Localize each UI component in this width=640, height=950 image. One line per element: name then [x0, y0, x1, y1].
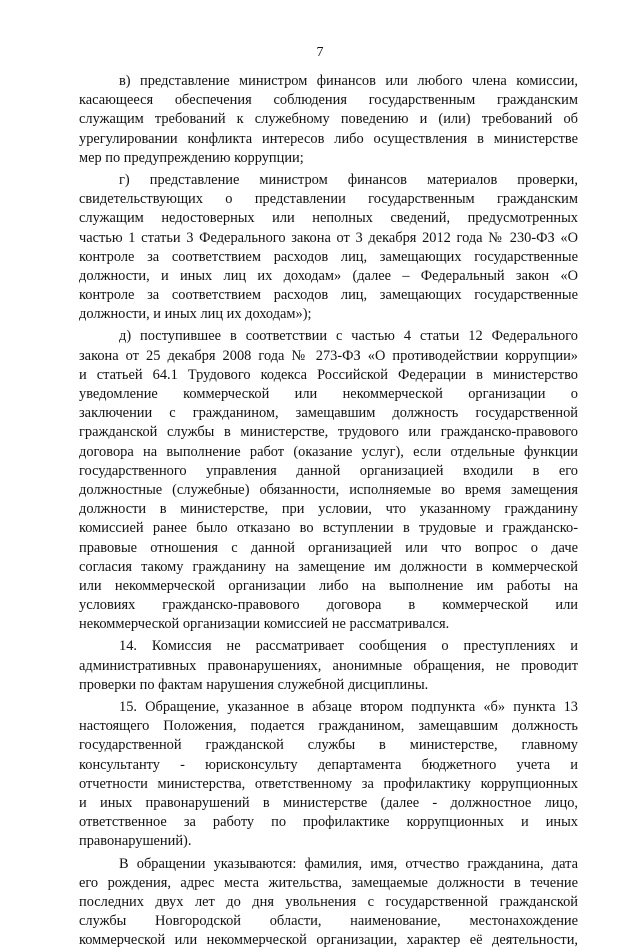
paragraph — [79, 637, 578, 695]
text-line: комиссией ранее было отказано во вступлении в трудовые и гражданско- — [79, 519, 578, 538]
text-line: должности, и иных лиц их доходам»); — [79, 305, 578, 324]
text-line: и иных правонарушений в министерстве (далее - должностное лицо, — [79, 794, 578, 813]
text-line: или некоммерческой организации либо на выполнение им работы на — [79, 577, 578, 596]
text-line: 14. Комиссия не рассматривает сообщения о преступлениях и — [79, 637, 578, 656]
text-line: служащим требований к служебному поведению и (или) требований об — [79, 110, 578, 129]
text-line: коммерческой или некоммерческой организации, характер её деятельности, — [79, 931, 578, 950]
text-line: 15. Обращение, указанное в абзаце втором подпункта «б» пункта 13 — [79, 698, 578, 717]
document-body — [79, 72, 578, 950]
text-line: урегулировании конфликта интересов либо осуществления в министерстве — [79, 130, 578, 149]
text-line: правовые отношения с данной организацией или что вопрос о даче — [79, 539, 578, 558]
text-line: ответственное за работу по профилактике коррупционных и иных — [79, 813, 578, 832]
text-line: свидетельствующих о представлении государственным гражданским — [79, 190, 578, 209]
text-line: и статьей 64.1 Трудового кодекса Российской Федерации в министерство — [79, 366, 578, 385]
text-line: государственной гражданской службы в министерстве, главному — [79, 736, 578, 755]
text-line: правонарушений). — [79, 832, 578, 851]
text-line: д) поступившее в соответствии с частью 4 статьи 12 Федерального — [79, 327, 578, 346]
text-line: гражданской службы в министерстве, трудового или гражданско-правового — [79, 423, 578, 442]
text-line: условиях гражданско-правового договора в коммерческой или — [79, 596, 578, 615]
text-line: проверки по фактам нарушения служебной дисциплины. — [79, 676, 578, 695]
text-line: отчетности министерства, ответственному за профилактику коррупционных — [79, 775, 578, 794]
text-line: его рождения, адрес места жительства, замещаемые должности в течение — [79, 874, 578, 893]
text-line: консультанту - юрисконсульту департамента бюджетного учета и — [79, 756, 578, 775]
text-line: настоящего Положения, подается гражданином, замещавшим должность — [79, 717, 578, 736]
text-line: частью 1 статьи 3 Федерального закона от 3 декабря 2012 года № 230-ФЗ «О — [79, 229, 578, 248]
text-line: должностные (служебные) обязанности, исполняемые во время замещения — [79, 481, 578, 500]
paragraph — [79, 698, 578, 852]
paragraph — [79, 855, 578, 950]
text-line: должности, и иных лиц их доходам» (далее – Федеральный закон «О — [79, 267, 578, 286]
text-line: службы Новгородской области, наименование, местонахождение — [79, 912, 578, 931]
paragraph — [79, 327, 578, 634]
text-line: В обращении указываются: фамилия, имя, отчество гражданина, дата — [79, 855, 578, 874]
text-line: в) представление министром финансов или любого члена комиссии, — [79, 72, 578, 91]
text-line: договора на выполнение работ (оказание услуг), если отдельные функции — [79, 443, 578, 462]
text-line: некоммерческой организации комиссией не рассматривался. — [79, 615, 578, 634]
text-line: закона от 25 декабря 2008 года № 273-ФЗ «О противодействии коррупции» — [79, 347, 578, 366]
text-line: должности в министерстве, при условии, что указанному гражданину — [79, 500, 578, 519]
text-line: последних двух лет до дня увольнения с государственной гражданской — [79, 893, 578, 912]
paragraph — [79, 171, 578, 325]
text-line: мер по предупреждению коррупции; — [79, 149, 578, 168]
text-line: административных правонарушениях, анонимные обращения, не проводит — [79, 657, 578, 676]
paragraph — [79, 72, 578, 168]
text-line: г) представление министром финансов материалов проверки, — [79, 171, 578, 190]
text-line: уведомление коммерческой или некоммерческой организации о — [79, 385, 578, 404]
text-line: контроле за соответствием расходов лиц, замещающих государственные — [79, 248, 578, 267]
page-number: 7 — [0, 44, 640, 62]
text-line: заключении с гражданином, замещавшим должность государственной — [79, 404, 578, 423]
text-line: касающееся обеспечения соблюдения государственным гражданским — [79, 91, 578, 110]
text-line: согласия такому гражданину на замещение им должности в коммерческой — [79, 558, 578, 577]
text-line: государственного управления данной организацией входили в его — [79, 462, 578, 481]
text-line: служащим недостоверных или неполных сведений, предусмотренных — [79, 209, 578, 228]
text-line: контроле за соответствием расходов лиц, замещающих государственные — [79, 286, 578, 305]
